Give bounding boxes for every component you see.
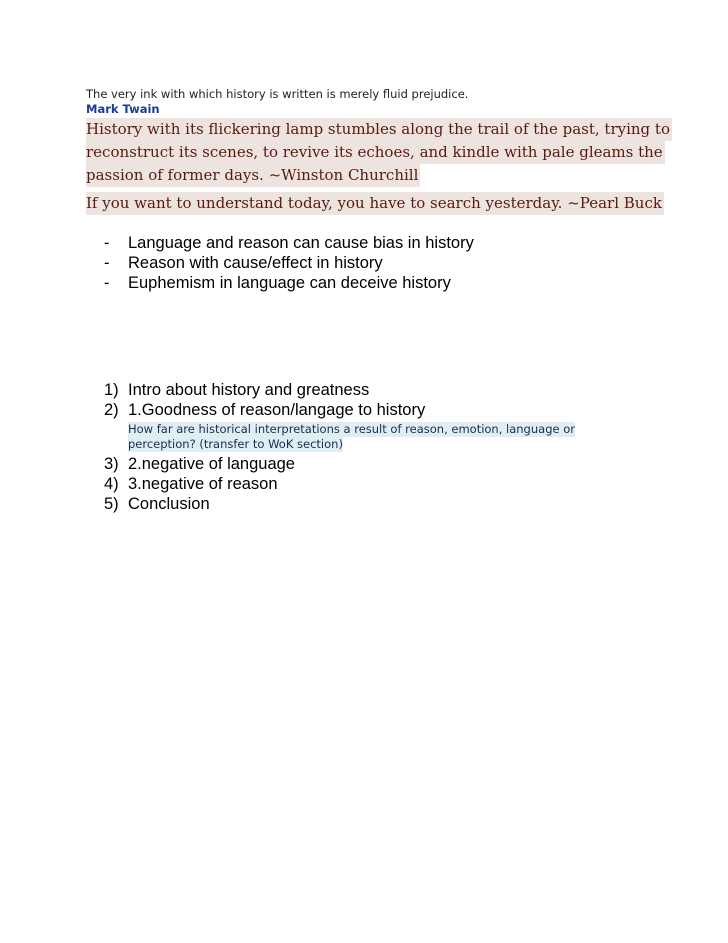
outline-number: 2) [104, 401, 119, 419]
subnote-line: perception? (transfer to WoK section) [128, 437, 343, 451]
outline-item [104, 494, 575, 514]
outline-number: 4) [104, 475, 119, 493]
buck-quote-text: If you want to understand today, you have to search yesterday. ~Pearl Buck [86, 192, 664, 215]
subnote-line: How far are historical interpretations a result of reason, emotion, language or [128, 422, 575, 436]
essay-outline [104, 380, 575, 514]
dash-marker: - [104, 234, 110, 252]
outline-item [104, 474, 575, 494]
list-item-text: Language and reason can cause bias in history [128, 234, 474, 252]
outline-item [104, 380, 575, 400]
outline-subnote [128, 422, 575, 452]
outline-text: 3.negative of reason [128, 475, 278, 493]
twain-author: Mark Twain [86, 102, 160, 116]
list-item [104, 273, 474, 293]
outline-number: 3) [104, 455, 119, 473]
churchill-quote-line: reconstruct its scenes, to revive its echoes, and kindle with pale gleams the [86, 141, 665, 164]
outline-item [104, 400, 575, 452]
churchill-quote-line: History with its flickering lamp stumbles along the trail of the past, trying to [86, 118, 672, 141]
bullet-list [104, 233, 474, 293]
outline-text: 1.Goodness of reason/langage to history [128, 401, 426, 419]
churchill-quote [86, 118, 672, 187]
outline-text: Conclusion [128, 495, 210, 513]
outline-text: Intro about history and greatness [128, 381, 370, 399]
list-item [104, 253, 474, 273]
outline-number: 5) [104, 495, 119, 513]
buck-quote [86, 192, 664, 215]
list-item-text: Euphemism in language can deceive history [128, 274, 451, 292]
outline-text: 2.negative of language [128, 455, 295, 473]
list-item-text: Reason with cause/effect in history [128, 254, 383, 272]
list-item [104, 233, 474, 253]
outline-item [104, 454, 575, 474]
dash-marker: - [104, 254, 110, 272]
churchill-quote-line: passion of former days. ~Winston Churchill [86, 164, 420, 187]
dash-marker: - [104, 274, 110, 292]
outline-number: 1) [104, 381, 119, 399]
twain-quote: The very ink with which history is written is merely fluid prejudice. [86, 87, 469, 101]
